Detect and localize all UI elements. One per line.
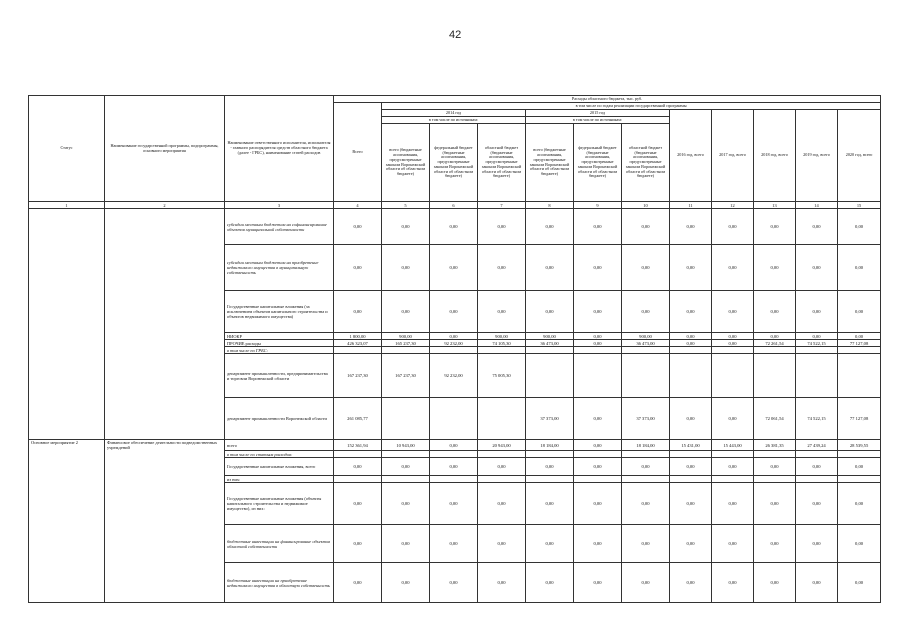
value-cell: 0,00 [670,458,712,476]
value-cell: 0,00 [574,563,622,603]
value-cell: 0,00 [670,333,712,340]
column-number-cell: 4 [334,202,382,209]
row-label: департамент промышленности, предпринимательства и торговли Воронежской области [225,354,334,398]
value-cell: 75 005,30 [478,354,526,398]
value-cell [754,347,796,354]
value-cell: 0,00 [796,525,838,563]
header-sources-2014: в том числе по источникам: [382,117,526,124]
value-cell: 0,00 [334,245,382,291]
value-cell: 0,00 [382,291,430,333]
value-cell: 0,00 [382,209,430,245]
value-cell: 0,00 [796,291,838,333]
value-cell: 36 473,00 [526,340,574,347]
value-cell: 152 361,94 [334,440,382,451]
column-number-cell: 5 [382,202,430,209]
value-cell: 0,00 [526,291,574,333]
value-cell: 0,00 [622,483,670,525]
row-label: ПРОЧИЕ расходы [225,340,334,347]
value-cell: 0,00 [382,525,430,563]
value-cell [430,347,478,354]
value-cell [334,451,382,458]
row-label: всего [225,440,334,451]
value-cell [796,347,838,354]
value-cell: 0,00 [712,525,754,563]
value-cell: 0,00 [754,483,796,525]
value-cell: 0,00 [622,291,670,333]
value-cell: 18 184,00 [526,440,574,451]
value-cell: 74 522,15 [796,398,838,440]
value-cell: 0,00 [334,563,382,603]
value-cell [838,354,881,398]
value-cell: 92 232,00 [430,354,478,398]
value-cell: 0,00 [622,209,670,245]
value-cell: 0,00 [382,245,430,291]
value-cell [622,347,670,354]
value-cell: 0,00 [838,333,881,340]
value-cell: 74 522,15 [796,340,838,347]
header-col-8: всего (бюджетные ассигнования, предусмотренные законом Воронежской области об областном бюджете) [526,124,574,202]
value-cell: 0,00 [670,563,712,603]
value-cell: 0,00 [754,245,796,291]
value-cell: 0,00 [574,291,622,333]
value-cell: 0,00 [796,333,838,340]
value-cell: 92 232,00 [430,340,478,347]
column-numbers-row [29,202,881,209]
value-cell [526,476,574,483]
value-cell: 165 237,30 [382,340,430,347]
value-cell [622,476,670,483]
value-cell [754,476,796,483]
value-cell [334,476,382,483]
value-cell: 0,00 [838,525,881,563]
value-cell: 0,00 [712,483,754,525]
value-cell: 72 061,54 [754,398,796,440]
header-col-12: 2017 год, всего [712,110,754,202]
header-col-10: областной бюджет (бюджетные ассигнования, предусмотренные законом Воронежской области об областном бюджете) [622,124,670,202]
value-cell [382,451,430,458]
row-label: из них: [225,476,334,483]
row-label: Государственные капитальные вложения, всего [225,458,334,476]
value-cell [430,398,478,440]
value-cell: 1 800,00 [334,333,382,340]
header-executor: Наименование ответственного исполнителя, исполнителя - главного распорядителя средств областного бюджета (далее - ГРБС), наименование статей расходов [225,96,334,202]
header-status: Статус [29,96,105,202]
value-cell: 0,00 [478,245,526,291]
value-cell: 0,00 [382,458,430,476]
value-cell: 0,00 [838,458,881,476]
value-cell: 0,00 [754,209,796,245]
value-cell: 0,00 [838,245,881,291]
value-cell: 900,00 [526,333,574,340]
value-cell: 426 323,07 [334,340,382,347]
value-cell: 0,00 [574,458,622,476]
value-cell: 0,00 [430,209,478,245]
value-cell [478,451,526,458]
value-cell: 0,00 [334,483,382,525]
value-cell: 0,00 [712,291,754,333]
value-cell [382,476,430,483]
value-cell [526,354,574,398]
status-cell: Основное мероприятие 2 [29,440,105,603]
value-cell: 18 184,00 [622,440,670,451]
value-cell: 36 473,00 [622,340,670,347]
row-label: субсидии местным бюджетам на софинансирование объектов муниципальной собственности [225,209,334,245]
value-cell: 0,00 [334,525,382,563]
column-number-cell: 6 [430,202,478,209]
value-cell: 0,00 [478,563,526,603]
value-cell [382,347,430,354]
header-expenses: Расходы областного бюджета, тыс. руб. [334,96,881,103]
value-cell [754,451,796,458]
header-col-13: 2018 год, всего [754,110,796,202]
column-number-cell: 14 [796,202,838,209]
value-cell [478,476,526,483]
value-cell [526,347,574,354]
value-cell: 0,00 [382,483,430,525]
value-cell: 0,00 [574,245,622,291]
value-cell: 0,00 [430,563,478,603]
value-cell: 0,00 [430,245,478,291]
value-cell [622,451,670,458]
header-col-9: федеральный бюджет (бюджетные ассигнования, предусмотренные законом Воронежской области об областном бюджете) [574,124,622,202]
value-cell: 0,00 [754,525,796,563]
value-cell: 0,00 [526,525,574,563]
column-number-cell: 7 [478,202,526,209]
value-cell: 0,00 [712,398,754,440]
value-cell: 0,00 [574,333,622,340]
value-cell [574,476,622,483]
column-number-cell: 12 [712,202,754,209]
value-cell: 0,00 [430,483,478,525]
value-cell: 0,00 [574,525,622,563]
value-cell: 0,00 [754,291,796,333]
value-cell: 0,00 [796,209,838,245]
value-cell: 0,00 [478,209,526,245]
value-cell: 77 127,08 [838,340,881,347]
value-cell: 0,00 [622,525,670,563]
value-cell: 900,00 [622,333,670,340]
value-cell: 0,00 [670,525,712,563]
value-cell: 0,00 [334,291,382,333]
value-cell [382,398,430,440]
value-cell [796,476,838,483]
table-row [29,440,881,451]
value-cell [796,354,838,398]
value-cell: 37 373,00 [526,398,574,440]
header-year-2015: 2015 год [526,110,670,117]
value-cell [670,451,712,458]
value-cell: 0,00 [526,458,574,476]
value-cell [478,398,526,440]
value-cell: 0,00 [712,333,754,340]
header-by-years: в том числе по годам реализации государственной программы [382,103,881,110]
header-program-name: Наименование государственной программы, подпрограммы, основного мероприятия [105,96,225,202]
header-col-5: всего (бюджетные ассигнования, предусмотренные законом Воронежской области об областном бюджете) [382,124,430,202]
value-cell: 0,00 [622,458,670,476]
column-number-cell: 13 [754,202,796,209]
value-cell [712,347,754,354]
value-cell: 0,00 [574,340,622,347]
value-cell: 0,00 [334,209,382,245]
value-cell [430,476,478,483]
value-cell [574,354,622,398]
row-label: Государственные капитальные вложения (объекты капитального строительства и недвижимое имущество), из них: [225,483,334,525]
value-cell: 0,00 [526,245,574,291]
program-name-cell: Финансовое обеспечение деятельности подведомственных учреждений [105,440,225,603]
value-cell: 0,00 [622,245,670,291]
value-cell [670,347,712,354]
value-cell [712,354,754,398]
header-col-11: 2016 год, всего [670,110,712,202]
value-cell: 0,00 [478,483,526,525]
value-cell: 0,00 [838,291,881,333]
row-label: Государственные капитальные вложения (за исключением объектов капитального строительства и объектов недвижимого имущества) [225,291,334,333]
value-cell: 0,00 [712,245,754,291]
row-label: субсидии местным бюджетам на приобретение недвижимого имущества в муниципальную собственность [225,245,334,291]
value-cell: 26 381,35 [754,440,796,451]
column-number-cell: 15 [838,202,881,209]
row-label: бюджетные инвестиции на приобретение недвижимого имущества в областную собственность [225,563,334,603]
value-cell: 28 539,55 [838,440,881,451]
value-cell: 0,00 [430,458,478,476]
column-number-cell: 11 [670,202,712,209]
value-cell: 0,00 [526,483,574,525]
value-cell: 0,00 [670,483,712,525]
value-cell: 0,00 [712,340,754,347]
value-cell [622,354,670,398]
value-cell: 0,00 [574,483,622,525]
value-cell: 0,00 [430,525,478,563]
value-cell [838,451,881,458]
value-cell [478,347,526,354]
header-col-15: 2020 год, всего [838,110,881,202]
value-cell: 0,00 [838,209,881,245]
value-cell: 0,00 [382,563,430,603]
row-label: в том числе по ГРБС: [225,347,334,354]
value-cell: 15 443,00 [712,440,754,451]
value-cell: 0,00 [526,209,574,245]
value-cell: 900,00 [382,333,430,340]
value-cell: 0,00 [712,563,754,603]
value-cell [670,354,712,398]
value-cell: 0,00 [838,483,881,525]
header-col-14: 2019 год, всего [796,110,838,202]
value-cell [574,451,622,458]
value-cell: 900,00 [478,333,526,340]
page-number: 42 [449,29,462,41]
value-cell [526,451,574,458]
value-cell: 0,00 [526,563,574,603]
program-name-cell [105,209,225,440]
value-cell [838,347,881,354]
value-cell: 0,00 [334,458,382,476]
table-row [29,209,881,245]
value-cell: 10 943,00 [382,440,430,451]
value-cell: 0,00 [430,291,478,333]
row-label: департамент промышленности Воронежской области [225,398,334,440]
value-cell: 0,00 [670,209,712,245]
value-cell: 0,00 [754,563,796,603]
value-cell: 0,00 [796,563,838,603]
column-number-cell: 1 [29,202,105,209]
value-cell: 0,00 [670,398,712,440]
value-cell: 167 237,30 [382,354,430,398]
column-number-cell: 2 [105,202,225,209]
value-cell: 0,00 [838,563,881,603]
value-cell: 0,00 [478,458,526,476]
value-cell: 20 943,00 [478,440,526,451]
value-cell: 15 431,00 [670,440,712,451]
value-cell: 0,00 [712,458,754,476]
value-cell: 0,00 [670,291,712,333]
value-cell: 0,00 [574,440,622,451]
value-cell: 0,00 [754,333,796,340]
value-cell: 37 373,00 [622,398,670,440]
value-cell [334,347,382,354]
value-cell [712,451,754,458]
column-number-cell: 9 [574,202,622,209]
value-cell: 0,00 [670,245,712,291]
value-cell [430,451,478,458]
value-cell: 0,00 [622,563,670,603]
value-cell: 0,00 [478,291,526,333]
value-cell: 72 261,54 [754,340,796,347]
row-label: бюджетные инвестиции на финансирование объектов областной собственности [225,525,334,563]
column-number-cell: 3 [225,202,334,209]
header-total: Всего [334,103,382,202]
value-cell: 167 237,30 [334,354,382,398]
value-cell [838,476,881,483]
value-cell: 0,00 [574,209,622,245]
value-cell: 0,00 [430,333,478,340]
value-cell: 0,00 [796,483,838,525]
header-year-2014: 2014 год [382,110,526,117]
header-sources-2015: в том числе по источникам: [526,117,670,124]
value-cell [796,451,838,458]
value-cell: 0,00 [796,245,838,291]
column-number-cell: 10 [622,202,670,209]
value-cell: 0,00 [430,440,478,451]
value-cell: 0,00 [712,209,754,245]
value-cell [754,354,796,398]
value-cell: 0,00 [574,398,622,440]
row-label: НИОКР [225,333,334,340]
value-cell: 0,00 [754,458,796,476]
value-cell: 74 105,30 [478,340,526,347]
value-cell [670,476,712,483]
value-cell [712,476,754,483]
value-cell: 261 085,77 [334,398,382,440]
value-cell: 77 127,08 [838,398,881,440]
value-cell: 0,00 [478,525,526,563]
header-col-7: областной бюджет (бюджетные ассигнования, предусмотренные законом Воронежской области об областном бюджете) [478,124,526,202]
header-col-6: федеральный бюджет (бюджетные ассигнования, предусмотренные законом Воронежской области об областном бюджете) [430,124,478,202]
row-label: в том числе по статьям расходов: [225,451,334,458]
status-cell [29,209,105,440]
value-cell [574,347,622,354]
value-cell: 0,00 [670,340,712,347]
budget-table [28,95,881,603]
value-cell: 0,00 [796,458,838,476]
value-cell: 27 439,24 [796,440,838,451]
column-number-cell: 8 [526,202,574,209]
